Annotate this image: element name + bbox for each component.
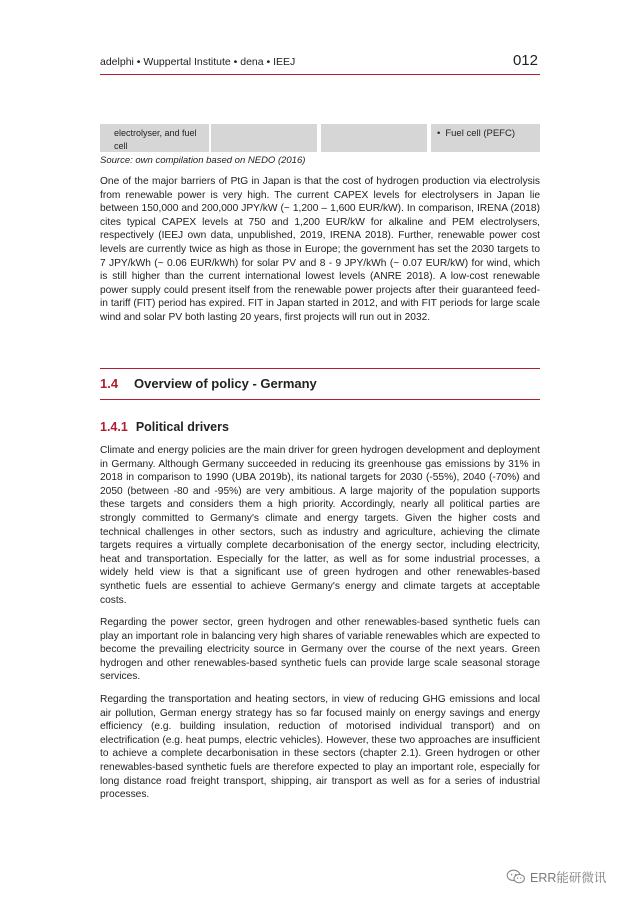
section-number: 1.4 — [100, 376, 119, 391]
table-cell-fuel-cell — [431, 124, 540, 152]
table-cell-text: Fuel cell (PEFC) — [445, 128, 516, 139]
table-fragment — [100, 124, 540, 152]
paragraph-political-drivers: Climate and energy policies are the main driver for green hydrogen development and deployment in Germany. Although Germany succeeded in reducing its greenhouse gas emissions by 31% in 2018 in comparison to 1990 (UBA 2019b), its national targets for 2030 (-55%), 2040 (-70%) and 2050 (between -80 and -95%) are very ambitious. A large majority of the population supports these targets and considers them a high priority. Accordingly, nearly all political parties are strongly committed to Germany's climate and energy targets. Given the higher costs and technical challenges in other sectors, such as industry and agriculture, achieving the climate targets requires a virtually complete decarbonisation of the energy sector, including electricity, heat and transportation. Especially for the latter, as well as for some industrial processes, a widely held view is that a significant use of green hydrogen and other renewables-based synthetic fuels are essential to achieve Germany's energy and climate targets at acceptable costs. — [100, 445, 540, 606]
page-header — [100, 52, 540, 75]
watermark — [506, 866, 606, 888]
table-cell-empty — [321, 124, 427, 152]
paragraph-ptg-barriers: One of the major barriers of PtG in Japan is that the cost of hydrogen production via electrolysis from renewable power is very high. The current CAPEX levels for electrolysers in Japan lie between 150,000 and 200,000 JPY/kW (~ 1,200 – 1,600 EUR/kW). In comparison, IRENA (2018) cites typical CAPEX levels at 750 and 1,200 EUR/kW for alkaline and PEM electrolysers, respectively (IEEJ own data, unpublished, 2019, IRENA 2018). Further, renewable power cost levels are currently twice as high as those in Europe; the government has set the 2030 targets to 7 JPY/kWh (~ 0.06 EUR/kWh) for solar PV and 8 - 9 JPY/kWh (~ 0.07 EUR/kW) for wind, which is still higher than the current international lowest levels (ANRE 2018). A low-cost renewable power supply could present itself from the renewable power projects after their guaranteed feed-in tariff (FIT) period has expired. FIT in Japan started in 2012, and with FIT periods for large scale wind and solar PV both lasting 20 years, first projects will run out in 2032. — [100, 176, 540, 323]
section-title: Overview of policy - Germany — [134, 376, 317, 391]
paragraph-transport-heating: Regarding the transportation and heating sectors, in view of reducing GHG emissions and local air pollution, German energy strategy has so far focused mainly on energy savings and energy efficiency (e.g. building insulation, reduction of motorised individual transport) and on electrification (e.g. heat pumps, electric vehicles). However, these two approaches are insufficient to achieve a complete decarbonisation in these sectors (chapter 2.1). Green hydrogen or other renewables-based synthetic fuels are therefore expected to play an important role, especially for long distance road freight transport, shipping, air transport as well as for a series of industrial processes. — [100, 694, 540, 801]
header-organizations: adelphi • Wuppertal Institute • dena • IEEJ — [100, 56, 296, 68]
wechat-icon — [506, 869, 526, 885]
bullet-icon: • — [437, 128, 441, 139]
table-cell-technology: electrolyser, and fuel cell — [100, 124, 209, 152]
subsection-title: Political drivers — [135, 420, 229, 434]
subsection-number: 1.4.1 — [100, 420, 128, 434]
paragraph-power-sector: Regarding the power sector, green hydrogen and other renewables-based synthetic fuels can play an important role in balancing very high shares of variable renewables which are expected to become the prevailing electricity source in Germany over the course of the next years. Green hydrogen and other renewables-based synthetic fuels can provide large scale seasonal storage services. — [100, 617, 540, 683]
watermark-text: ERR能研微讯 — [530, 871, 607, 885]
page-number: 012 — [512, 52, 538, 69]
subsection-heading — [100, 420, 229, 434]
table-cell-empty — [211, 124, 317, 152]
source-note: Source: own compilation based on NEDO (2016) — [100, 155, 306, 166]
section-heading — [100, 368, 540, 400]
